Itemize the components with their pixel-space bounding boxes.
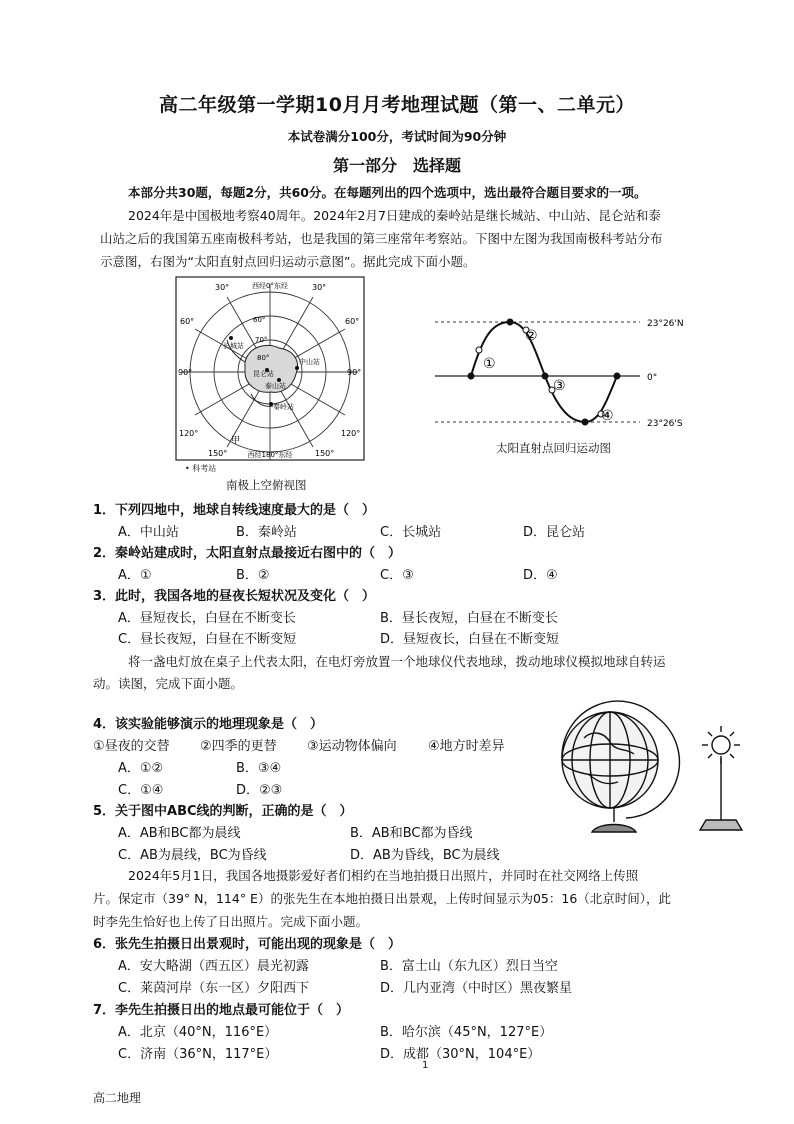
q6-option-c: C．莱茵河岸（东一区）夕阳西下	[118, 981, 310, 996]
antarctic-map	[175, 276, 365, 461]
map-top-label: 西经0°东经	[252, 282, 288, 290]
point-4: ④	[601, 408, 614, 424]
q2-option-c: C．③	[380, 568, 414, 583]
passage1-line2: 山站之后的我国第五座南极科考站，也是我国的第三座常年考察站。下图中左图为我国南极科考站分布	[100, 231, 663, 246]
part-title: 第一部分 选择题	[332, 156, 461, 175]
q2-option-b: B．②	[236, 568, 270, 583]
q4-option-a: A．①②	[118, 761, 164, 776]
question-7: 7．李先生拍摄日出的地点最可能位于（ ）	[93, 1003, 350, 1018]
question-4: 4．该实验能够演示的地理现象是（ ）	[93, 717, 324, 732]
q4-item-3: ③运动物体偏向	[307, 739, 397, 754]
map-legend: • 科考站	[185, 464, 217, 473]
q4-option-d: D．②③	[236, 783, 283, 798]
lat-label: 70°	[255, 336, 268, 344]
exam-info: 本试卷满分100分，考试时间为90分钟	[287, 129, 507, 144]
lat-label: 80°	[257, 354, 270, 362]
q7-option-d: D．成都（30°N，104°E）	[380, 1047, 541, 1062]
curve-caption: 太阳直射点回归运动图	[496, 441, 611, 455]
lon-label: 120°	[179, 429, 199, 438]
station-label: 中山站	[299, 358, 320, 366]
page-number: 1	[422, 1060, 429, 1071]
point-3: ③	[553, 378, 566, 394]
map-bottom-label: 西经180°东经	[247, 451, 293, 459]
station-dot	[295, 366, 299, 370]
q3-option-c: C．昼长夜短，白昼在不断变短	[118, 632, 297, 647]
q5-option-b: B．AB和BC都为昏线	[350, 826, 473, 841]
lon-label: 150°	[208, 449, 228, 458]
passage1-line1: 2024年是中国极地考察40周年。2024年2月7日建成的秦岭站是继长城站、中山站、昆仑站和泰	[128, 208, 661, 223]
station-label: 长城站	[223, 342, 244, 350]
q2-option-a: A．①	[118, 568, 152, 583]
passage2-line1: 将一盏电灯放在桌子上代表太阳，在电灯旁放置一个地球仪代表地球，拨动地球仪模拟地球自转运	[128, 654, 666, 669]
passage1-line3: 示意图，右图为“太阳直射点回归运动示意图”。据此完成下面小题。	[100, 254, 476, 269]
q5-option-d: D．AB为昏线，BC为晨线	[350, 848, 500, 863]
station-dot	[229, 336, 233, 340]
question-6: 6．张先生拍摄日出景观时，可能出现的现象是（ ）	[93, 937, 402, 952]
place-label: 甲	[231, 436, 241, 446]
lon-label: 30°	[215, 283, 230, 292]
lon-label: 60°	[180, 317, 195, 326]
q1-option-b: B．秦岭站	[236, 525, 297, 540]
lon-label: 30°	[312, 283, 327, 292]
intro-text: 本部分共30题，每题2分，共60分。在每题列出的四个选项中，选出最符合题目要求的一项。	[128, 185, 647, 200]
sun-curve-diagram	[435, 310, 695, 440]
q7-option-a: A．北京（40°N，116°E）	[118, 1025, 278, 1040]
q3-option-d: D．昼短夜长，白昼在不断变短	[380, 632, 560, 647]
q3-option-b: B．昼长夜短，白昼在不断变长	[380, 611, 558, 626]
globe-lamp-illustration	[540, 690, 780, 840]
tropic-cancer-label: 23°26'N	[647, 319, 684, 329]
equator-label: 0°	[647, 373, 658, 383]
q4-item-4: ④地方时差异	[428, 739, 505, 754]
passage2-line2: 动。读图，完成下面小题。	[93, 676, 244, 691]
passage3-line2: 片。保定市（39° N，114° E）的张先生在本地拍摄日出景观，上传时间显示为05：16（北京时间），此	[93, 891, 672, 906]
q6-option-b: B．富士山（东九区）烈日当空	[380, 959, 558, 974]
q1-option-d: D．昆仑站	[523, 525, 586, 540]
question-2: 2．秦岭站建成时，太阳直射点最接近右图中的（ ）	[93, 546, 402, 561]
q3-option-a: A．昼短夜长，白昼在不断变长	[118, 611, 296, 626]
q7-option-b: B．哈尔滨（45°N，127°E）	[380, 1025, 553, 1040]
lon-label: 60°	[345, 317, 360, 326]
q2-option-d: D．④	[523, 568, 558, 583]
passage3-line1: 2024年5月1日，我国各地摄影爱好者们相约在当地拍摄日出照片，并同时在社交网络上传照	[128, 868, 639, 883]
q4-option-b: B．③④	[236, 761, 282, 776]
map-caption: 南极上空俯视图	[226, 478, 307, 492]
point-2: ②	[525, 328, 538, 344]
page-title: 高二年级第一学期10月月考地理试题（第一、二单元）	[159, 94, 635, 116]
question-5: 5．关于图中ABC线的判断，正确的是（ ）	[93, 804, 353, 819]
q5-option-c: C．AB为晨线，BC为昏线	[118, 848, 267, 863]
q6-option-a: A．安大略湖（西五区）晨光初露	[118, 959, 309, 974]
passage3-line3: 时李先生恰好也上传了日出照片。完成下面小题。	[93, 914, 369, 929]
lat-label: 60°	[253, 316, 266, 324]
station-label: 泰山站	[265, 382, 286, 390]
lon-label: 150°	[315, 449, 335, 458]
q7-option-c: C．济南（36°N，117°E）	[118, 1047, 278, 1062]
footer-subject: 高二地理	[93, 1091, 142, 1105]
q1-option-c: C．长城站	[380, 525, 442, 540]
q1-option-a: A．中山站	[118, 525, 179, 540]
point-1: ①	[483, 356, 496, 372]
question-1: 1．下列四地中，地球自转线速度最大的是（ ）	[93, 503, 376, 518]
lon-label: 120°	[341, 429, 361, 438]
question-3: 3．此时，我国各地的昼夜长短状况及变化（ ）	[93, 589, 376, 604]
q4-item-2: ②四季的更替	[200, 739, 277, 754]
tropic-capricorn-label: 23°26'S	[647, 419, 683, 429]
q6-option-d: D．几内亚湾（中时区）黑夜繁星	[380, 981, 573, 996]
lon-label: 90°	[347, 368, 362, 377]
station-label: 秦岭站	[273, 403, 294, 411]
q4-option-c: C．①④	[118, 783, 164, 798]
q4-item-1: ①昼夜的交替	[93, 739, 170, 754]
lon-label: 90°	[178, 368, 193, 377]
station-label: 昆仑站	[253, 370, 274, 378]
q5-option-a: A．AB和BC都为晨线	[118, 826, 241, 841]
